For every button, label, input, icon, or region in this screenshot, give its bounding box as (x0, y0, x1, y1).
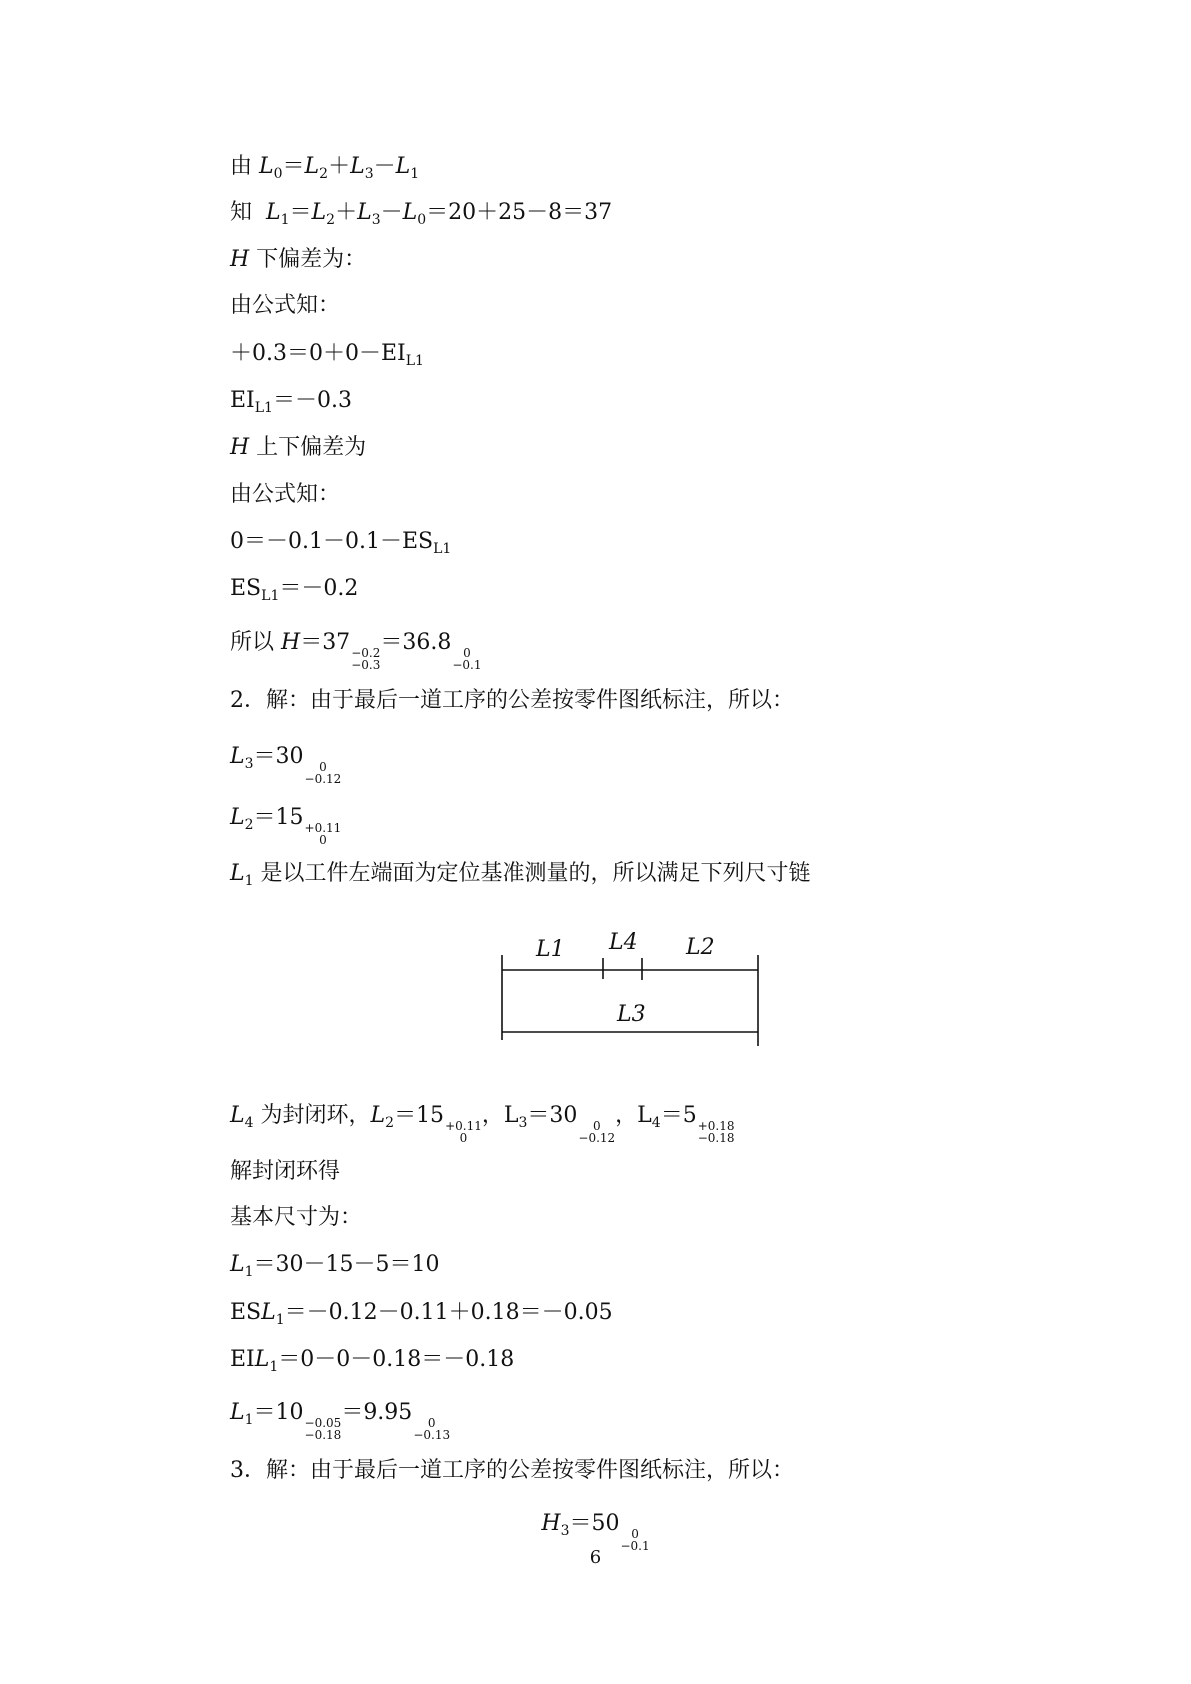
text-line: H 下偏差为： (230, 247, 367, 272)
equation-line: $ESL_1=-0.12-0.11+0.18=-0.05$ (230, 1300, 613, 1328)
equation-line: $EI_{L1}=-0.3$ (230, 388, 352, 416)
text-line: $L_1$ 是以工件左端面为定位基准测量的，所以满足下列尺寸链 (230, 861, 811, 889)
equation-line: $+0.3=0+0-EI_{L1}$ (230, 341, 424, 369)
label-l1: L1 (536, 937, 565, 962)
text-line: 由公式知： (230, 293, 341, 318)
equation-line: 知 $L_1=L_2+L_3-L_0=20+25-8=37$ (230, 200, 613, 228)
dimension-chain-diagram (490, 920, 770, 1052)
equation-line: $ES_{L1}=-0.2$ (230, 576, 359, 604)
equation-line: $EIL_1=0-0-0.18=-0.18$ (230, 1347, 515, 1375)
label-l3: L3 (617, 1002, 646, 1027)
page-number: 6 (589, 1547, 602, 1568)
equation-line: 所以 H＝37 −0.2 −0.3 ＝36.8 0 −0.1 (230, 630, 482, 672)
label-l2: L2 (686, 935, 715, 960)
text-line: 2．解：由于最后一道工序的公差按零件图纸标注，所以： (230, 688, 794, 713)
equation-line: $L_1=30-15-5=10$ (230, 1252, 440, 1280)
equation-line: $H_3=50$ 0 −0.1 (541, 1511, 650, 1553)
text-line: H 上下偏差为 (230, 435, 367, 460)
text-line: 由公式知： (230, 482, 341, 507)
equation-line: $L_1=10$ −0.05 −0.18 ＝9.95 0 −0.13 (230, 1400, 451, 1442)
text-line: 基本尺寸为： (230, 1205, 363, 1230)
text-line: 3．解：由于最后一道工序的公差按零件图纸标注，所以： (230, 1458, 794, 1483)
equation-line: 由 $L_0=L_2+L_3-L_1$ (230, 154, 420, 182)
equation-line: $0=-0.1-0.1-ES_{L1}$ (230, 529, 452, 557)
equation-line: $L_2=15$ +0.11 0 (230, 805, 342, 847)
text-line: 解封闭环得 (230, 1159, 341, 1184)
equation-line: $L_3=30$ 0 −0.12 (230, 744, 342, 786)
label-l4: L4 (609, 930, 638, 955)
equation-line: $L_4$ 为封闭环，$L_2=15$ +0.11 0 ，$L_3=30$ 0 −0.12 ，$L_4=5$ +0.18 −0.18 (230, 1103, 735, 1145)
